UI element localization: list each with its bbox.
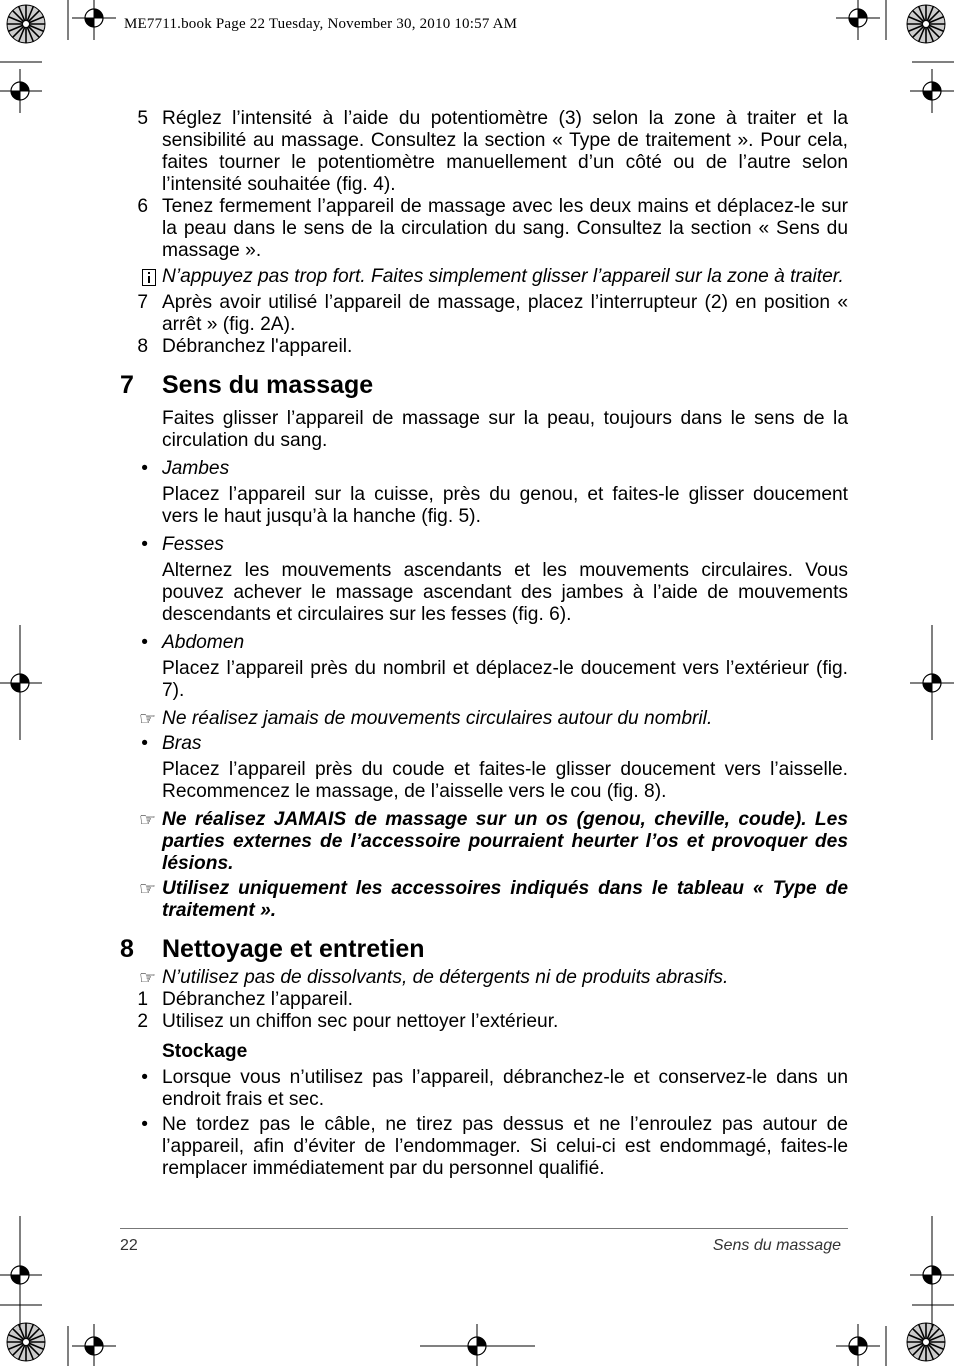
section-heading <box>120 934 848 964</box>
step-number: 1 <box>137 989 148 1010</box>
bullet-body: Ne tordez pas le câble, ne tirez pas dessus et ne l’enroulez pas autour de l’appareil, afin d’éviter de l’endommager. Si celui-ci est endommagé, faites-le remplacer immédiatement par du personnel qualifié. <box>162 1114 848 1179</box>
footer-rule <box>120 1228 848 1229</box>
step-number: 6 <box>137 196 148 217</box>
bullet-body: Placez l’appareil sur la cuisse, près du genou, et faites-le glisser doucement vers le haut jusqu’à la hanche (fig. 5). <box>162 484 848 527</box>
warning-note <box>120 878 848 922</box>
pointing-hand-icon: ☞ <box>138 878 156 900</box>
step-item <box>120 196 848 262</box>
step-text: Utilisez un chiffon sec pour nettoyer l’extérieur. <box>162 1011 559 1032</box>
bullet-label: Jambes <box>162 458 230 479</box>
footer-page-number: 22 <box>120 1237 138 1254</box>
bullet-glyph: • <box>141 458 148 479</box>
bullet-glyph: • <box>141 1114 148 1135</box>
bullet-item <box>120 632 848 654</box>
bullet-label: Abdomen <box>162 632 245 653</box>
step-item <box>120 292 848 336</box>
step-item <box>120 1011 848 1033</box>
section-intro: Faites glisser l’appareil de massage sur la peau, toujours dans le sens de la circulation du sang. <box>162 408 848 451</box>
step-text: Réglez l’intensité à l’aide du potentiomètre (3) selon la zone à traiter et la sensibilité au massage. Consultez la section « Type de traitement ». Pour cela, faites tourner le potentiomètre manuellement d’un côté ou de l’autre selon l’intensité souhaitée (fig. 4). <box>162 108 848 195</box>
bullet-item <box>120 733 848 755</box>
section-number: 8 <box>120 935 134 963</box>
footer-section-title: Sens du massage <box>712 1237 841 1254</box>
bullet-glyph: • <box>141 534 148 555</box>
storage-heading: Stockage <box>162 1041 248 1062</box>
pointing-hand-icon: ☞ <box>138 967 156 989</box>
warning-text: Utilisez uniquement les accessoires indiqués dans le tableau « Type de traitement ». <box>162 878 848 921</box>
info-note-text: N’appuyez pas trop fort. Faites simplement glisser l’appareil sur la zone à traiter. <box>162 266 844 287</box>
bullet-glyph: • <box>141 1067 148 1088</box>
bullet-item <box>120 534 848 556</box>
info-icon <box>142 269 156 286</box>
section-title: Sens du massage <box>162 371 374 399</box>
hand-note <box>120 708 848 730</box>
bullet-body: Lorsque vous n’utilisez pas l’appareil, débranchez-le et conservez-le dans un endroit frais et sec. <box>162 1067 848 1110</box>
warning-text: Ne réalisez JAMAIS de massage sur un os (genou, cheville, coude). Les parties externes de l’accessoire pourraient heurter l’os et provoquer des lésions. <box>162 809 848 874</box>
hand-note-text: N’utilisez pas de dissolvants, de détergents ni de produits abrasifs. <box>162 967 729 988</box>
bullet-body: Placez l’appareil près du nombril et déplacez-le doucement vers l’extérieur (fig. 7). <box>162 658 848 701</box>
section-number: 7 <box>120 371 134 399</box>
bullet-body: Placez l’appareil près du coude et faites-le glisser doucement vers l’aisselle. Recommencez le massage, de l’aisselle vers le cou (fig. 8). <box>162 759 848 802</box>
step-number: 7 <box>137 292 148 313</box>
step-text: Débranchez l'appareil. <box>162 336 353 357</box>
step-text: Après avoir utilisé l’appareil de massage, placez l’interrupteur (2) en position « arrêt » (fig. 2A). <box>162 292 848 335</box>
step-item <box>120 108 848 196</box>
step-number: 5 <box>137 108 148 129</box>
step-text: Tenez fermement l’appareil de massage avec les deux mains et déplacez-le sur la peau dans le sens de la circulation du sang. Consultez la section « Sens du massage ». <box>162 196 848 261</box>
step-number: 2 <box>137 1011 148 1032</box>
hand-note <box>120 967 848 989</box>
crop-header: ME7711.book Page 22 Tuesday, November 30, 2010 10:57 AM <box>124 16 518 32</box>
step-number: 8 <box>137 336 148 357</box>
bullet-item <box>120 1067 848 1111</box>
section-title: Nettoyage et entretien <box>162 935 425 963</box>
step-item <box>120 989 848 1011</box>
bullet-body: Alternez les mouvements ascendants et les mouvements circulaires. Vous pouvez achever le massage ascendant des jambes à l’aide de mouvements descendants et circulaires sur les fesses (fig. 6). <box>162 560 848 625</box>
info-note <box>120 266 848 292</box>
bullet-glyph: • <box>141 632 148 653</box>
bullet-item <box>120 1114 848 1180</box>
bullet-glyph: • <box>141 733 148 754</box>
step-item <box>120 336 848 358</box>
pointing-hand-icon: ☞ <box>138 708 156 730</box>
hand-note-text: Ne réalisez jamais de mouvements circulaires autour du nombril. <box>162 708 713 729</box>
bullet-label: Fesses <box>162 534 224 555</box>
warning-note <box>120 809 848 875</box>
bullet-label: Bras <box>162 733 202 754</box>
step-text: Débranchez l’appareil. <box>162 989 353 1010</box>
pointing-hand-icon: ☞ <box>138 809 156 831</box>
bullet-item <box>120 458 848 480</box>
page-content <box>120 108 848 1180</box>
section-heading <box>120 370 848 400</box>
